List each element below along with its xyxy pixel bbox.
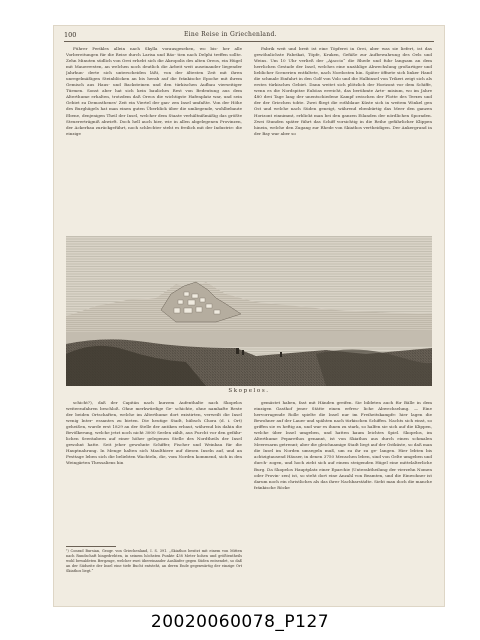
catalog-id-label: 20020060078_P127 xyxy=(150,612,330,632)
text-column-bottom-left xyxy=(66,400,242,542)
page-number: 100 xyxy=(64,31,77,39)
footnote-rule xyxy=(66,546,116,547)
figure-caption: Skopelos. xyxy=(228,388,270,394)
book-page xyxy=(54,26,444,606)
footnote-text: ¹) Conrad Bursian, Geogr. von Griechenland, I. S. 391. „Skiathos besitzt mit einem von Mitten nach Rundschaft hingedrehten, in seinem höchsten Punkte 438 Meter hohen und größtentheils wohl bewaldeten Bergzuge, welcher zwei übereinander Ausläufer gegen Süden entsendet, so daß an der Südseite der Insel eine tiefe Bucht entsteht, an deren Ende gegenwärtig der einzige Ort Skiathos liegt.“ xyxy=(66,549,242,574)
footnote xyxy=(66,549,242,597)
text-column-bottom-right xyxy=(254,400,432,598)
page-header xyxy=(54,26,444,44)
paragraph: schicht?), daß der Capitän nach kurzem Aufenthalte nach Skopelos weiterzufahren beschloß. Ohne merkwürdige Ge- schichte, ohne namhafte Reste der beiden Ortschaften, welche im Alterthume dort existirten, verweilt die Insel wenig Inter- essantes zu bieten. Die heutige Stadt, hübsch Chora (d. i. Ort) geheißen, wurde erst 1829 an der Stelle der antiken erbaut, während bis dahin die Bevölkerung, welche jetzt noch nicht 3000 Seelen zählt, aus Furcht vor den gefähr- lichen Seeräubern auf einer höher gelegenen Stelle des Nordtheils der Insel gewohnt hatte. Seit jeher gewohnte Schiffer, Fischer und Weinbau für die Hauptnahrung. In Menge halten sich Maulthiere auf diesen Inseln auf, und an Festtage leben sich die beliebten Wachteln, die, vom Norden kommend, sich in den Weingärten Thessaliens hin xyxy=(66,400,242,466)
running-title: Eine Reise in Griechenland. xyxy=(184,31,277,38)
text-column-top-left xyxy=(66,46,242,232)
paragraph: Führer Perikles allein nach Skylla vorausgesehen, wo bis- her alle Vorbereitungen für die Reise durch Larisa und Bäo- tien nach Delphi treffen sollte. Zehn Minuten südlich von Orei erhebt sich die Akropolis des alten Oreos, ein Hügel mit Mauerresten, an welchen noch deutlich die Arbeit weit auseinander liegender Jahrhun- derte sich unterscheiden läßt, von der ältesten Zeit mit ihren unregelmäßigen Steinblöcken an bis herab auf die fränkische Epoche mit ihrem Gemisch aus Haus- und Backsteinen und den türkischen Aufbau vierseitiger Türmen. Sonst aber hat sich kein bauliches Rest von Bedeutung aus dem Alterthume erhalten, trotzdem daß Oreos die wichtigste Hafenplatz war, und sein Gebiet zu Demosthenes' Zeit ein Viertel der gan- zen Insel umfaßte. Von der Höhe des Burghügels hat man einen guten Überblick über die umliegende, wohlbebaute Ebene, denjenigen Theil der Insel, welcher dem Staate verhältnißmäßig das größte Steuererträgniß abwirft. Doch hell auch hier, wie in allen abgelegenen Provinzen, der Ackerbau zurückgeführt, noch schlechter steht es freilich mit der Industrie: die einzige xyxy=(66,46,242,136)
engraving-illustration xyxy=(66,236,432,386)
paragraph: Fabrik weit und breit ist eine Töpferei in Orei, aber was sie liefert, ist das gewöhnlichste Fabrikat, Töpfe, Kruken, Gefäße zur Aufbewahrung des Oels und Weins. Um 10 Uhr verließ der „Ajaccio“ die Rhede und fuhr langsam an dem herrlichen Gestade der Insel, welches eine unzählige Abwechslung großartiger und lieblicher Scenerien entfaltete, nach Nordosten hin. Später öffnete sich linker Hand die schmale Einfahrt in den Golf von Volo und die Halbinsel von Trikeri zeigt sich als erstes türkisches Gebiet. Dann weitet sich plötzlich der Horizont vor dem Schiffe, wenn es die Nordspitze Euböas erreicht, das berühmte Arte- misium, wo im Jahre 480 drei Tage lang der unentschiedene Kampf zwischen der Flotte des Terxes und der der Griechen tobte. Zwei fliegt die rothblaue Küste sich in weitem Winkel gen Ost und welche nach Süden geneigt, während ebenbürtig das Meer den ganzen Horizont einnimmt, erblickt man bei den ganzen Eilanden der nördlichen Sporaden. Zwei Stunden später führt das Schiff vorsichtig in die Reihe gefährlicher Klippen hinein, welche den Zugang zur Rhede von Skiathos vertheidigen. Der Ankergrund in der Bay war aber so xyxy=(254,46,432,136)
paragraph: gemästet haben, fast mit Händen greifen. Sie bildeten auch für Bälle in dem einzigen Gasthof jener Stätte einen erfreu- liche Abwechselung. — Eine hervorragende Rolle spielte die Insel nur im Freiheitskampfe: hier lagen die Bewohner auf der Lauer und spähten nach türkischen Schiffen. Nachts sich einst, so griffen sie es heftig an, und war es ihnen zu stark, so halfen sie sich auf die Klippen, welche über Insel umgeben, und hatten kaum leichtes Spiel. Skopelos, im Alterthume Peparethos genannt, ist von Skiathos aus durch einen schmalen Meeresarm getrennt; aber die gleichnamige Stadt liegt auf der Ostküste, so daß man die Insel im Norden umsegeln muß, um zu ihr zu ge- langen. Hier lebten bis achtzigtausend Häuser, in denen 3750 Menschen leben, sind von Gelte umgeben und durch- zogen, und hoch zieht sich auf einem steigenden Hügel eine mittelalterliche Burg. Da Skopelos Hauptplatz einer Eparchie (Unterabtheilung der vierzehn Nomen oder Provin- zen) ist, so steht dort eine Anzahl von Beamten, und die Einwohner ist darum noch ein christliches als das ihrer Nachbarstädte. Sieht man doch die manche fränkische Röcke xyxy=(254,400,432,490)
text-column-top-right xyxy=(254,46,432,232)
header-rule xyxy=(64,41,434,42)
